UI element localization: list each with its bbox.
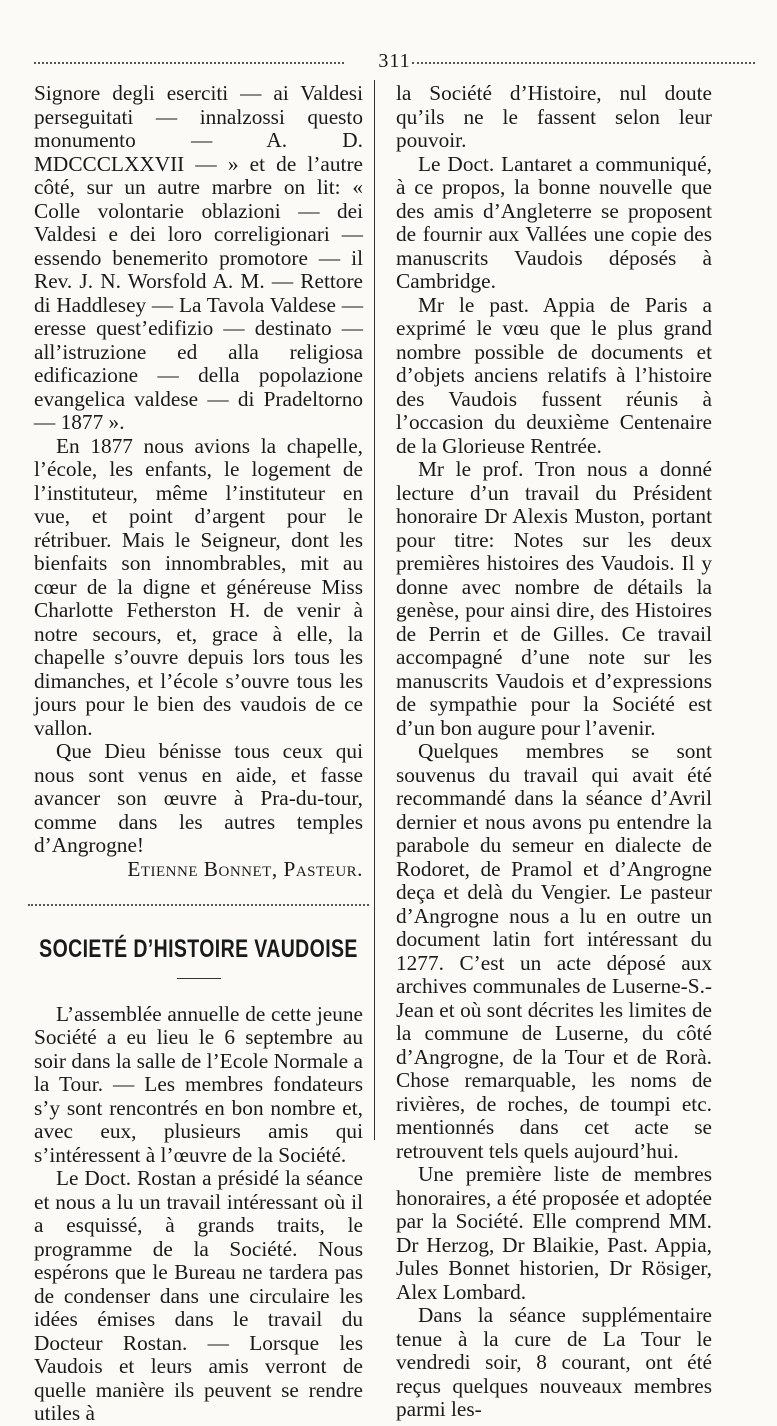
paragraph: L’assemblée annuelle de cette jeune Société a eu lieu le 6 septembre au soir dans la salle de l’Ecole Normale a la Tour. — Les membres fondateurs s’y sont rencontrés en bon nombre et, avec eux, plusieurs amis qui s’intéressent à l’œuvre de la Société. — [34, 1001, 363, 1167]
header-rule-right — [412, 62, 755, 64]
paragraph: Signore degli eserciti — ai Valdesi perseguitati — innalzossi questo monumento — A. D. MDCCCLXXVII — » et de l’autre côté, sur un autre marbre on lit: « Colle volontarie oblazioni — dei Valdesi e dei loro correligionari — essendo benemerito promotore — il Rev. J. N. Worsfold A. M. — Rettore di Haddlesey — La Tavola Valdese — eresse quest’edifizio — destinato — all’istruzione ed alla religiosa edificazione — della popolazione evangelica valdese — di Pradeltorno — 1877 ». — [34, 81, 363, 434]
paragraph: Le Doct. Lantaret a communiqué, à ce propos, la bonne nouvelle que des amis d’Angleterre se proposent de fournir aux Vallées une copie des manuscrits Vaudois déposés à Cambridge. — [396, 151, 712, 293]
paragraph: Le Doct. Rostan a présidé la séance et nous a lu un travail intéressant où il a esquissé, à grands traits, le programme de la Société. Nous espérons que le Bureau ne tardera pas de condenser dans une circulaire les idées émises dans le travail du Docteur Rostan. — Lorsque les Vaudois et leurs amis verront de quelle manière ils peuvent se rendre utiles à — [34, 1166, 363, 1425]
section-separator — [28, 904, 369, 906]
title-rule — [177, 978, 221, 979]
section-title: SOCIETÉ D’HISTOIRE VAUDOISE — [39, 935, 358, 963]
paragraph: Que Dieu bénisse tous ceux qui nous sont venus en aide, et fasse avancer son œuvre à Pra-du-tour, comme dans les autres temples d’Angrogne! — [34, 739, 363, 857]
paragraph: En 1877 nous avions la chapelle, l’école, les enfants, le logement de l’instituteur, même l’instituteur en vue, et point d’argent pour le rétribuer. Mais le Seigneur, dont les bienfaits son innombrables, mit au cœur de la digne et généreuse Miss Charlotte Fetherston H. de venir à notre secours, et, grace à elle, la chapelle s’ouvre depuis lors tous les dimanches, et l’école s’ouvre tous les jours pour le bien des vaudois de ce vallon. — [34, 433, 363, 740]
page-number: 311 — [378, 50, 411, 72]
column-divider — [374, 80, 375, 1140]
paragraph: Mr le past. Appia de Paris a exprimé le vœu que le plus grand nombre possible de documents et d’objets anciens relatifs à l’histoire des Vaudois fussent réunis à l’occasion du deuxième Centenaire de la Glorieuse Rentrée. — [396, 292, 712, 458]
left-column — [34, 82, 363, 1426]
paragraph: Quelques membres se sont souvenus du travail qui avait été recommandé dans la séance d’Avril dernier et nous avons pu entendre la parabole du semeur en dialecte de Rodoret, de Pramol et d’Angrogne deça et delà du Vengier. Le pasteur d’Angrogne nous a lu en outre un document latin fort intéressant du 1277. C’est un acte déposé aux archives communales de Luserne-S.-Jean et où sont décrites les limites de la commune de Luserne, du côté d’Angrogne, de la Tour et de Rorà. Chose remarquable, les noms de rivières, de roches, de toumpi etc. mentionnés dans cet acte se retrouvent tels quels aujourd’hui. — [396, 739, 712, 1163]
paragraph: Une première liste de membres honoraires, a été proposée et adoptée par la Société. Elle comprend MM. Dr Herzog, Dr Blaikie, Past. Appia, Jules Bonnet historien, Dr Rösiger, Alex Lombard. — [396, 1162, 712, 1304]
paragraph: Mr le prof. Tron nous a donné lecture d’un travail du Président honoraire Dr Alexis Muston, portant pour titre: Notes sur les deux premières histoires des Vaudois. Il y donne avec nombre de détails la genèse, pour ainsi dire, des Histoires de Perrin et de Gilles. Ce travail accompagné d’une note sur les manuscrits Vaudois et d’expressions de sympathie pour la Société est d’un bon augure pour l’avenir. — [396, 457, 712, 740]
paragraph: la Société d’Histoire, nul doute qu’ils ne le fassent selon leur pouvoir. — [396, 81, 712, 152]
page-header — [34, 50, 755, 76]
paragraph: Dans la séance supplémentaire tenue à la cure de La Tour le vendredi soir, 8 courant, ont été reçus quelques nouveaux membres parmi les- — [396, 1303, 712, 1421]
right-column — [396, 82, 712, 1422]
signature: Etienne Bonnet, Pasteur. — [127, 856, 363, 881]
